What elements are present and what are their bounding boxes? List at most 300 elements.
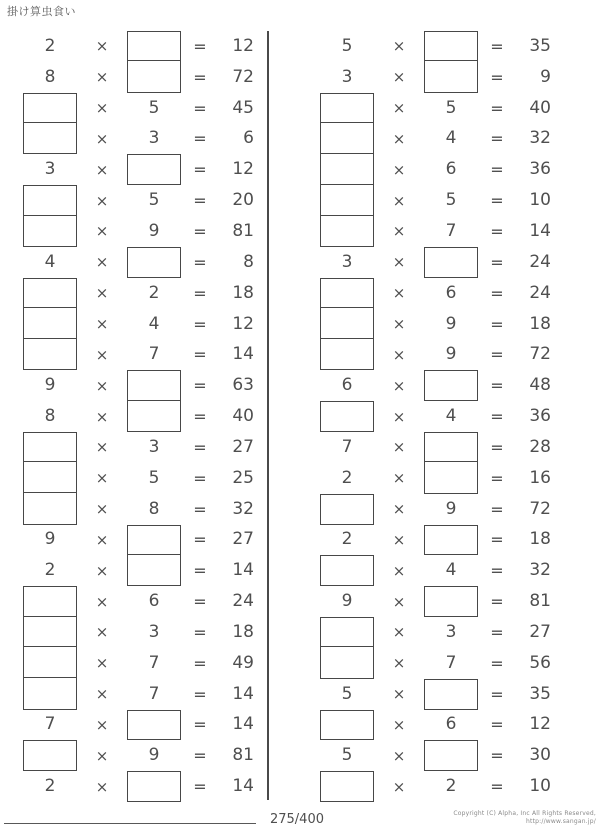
result: 36 xyxy=(529,159,551,180)
result: 32 xyxy=(232,498,254,519)
operand-a-cell xyxy=(320,278,374,309)
equals-sign: = xyxy=(490,561,504,581)
operand-b: 5 xyxy=(148,97,160,118)
operand-b-cell xyxy=(424,339,478,370)
answer-box[interactable] xyxy=(23,122,77,154)
copyright-line1: Copyright (C) Alpha, Inc All Rights Reserved, xyxy=(453,810,596,817)
equals-sign: = xyxy=(193,592,207,612)
result-cell xyxy=(516,555,551,586)
multiply-sign: × xyxy=(95,746,109,765)
operand-a-cell xyxy=(320,740,374,771)
answer-box[interactable] xyxy=(127,400,181,432)
result-cell xyxy=(516,463,551,494)
equals-sign: = xyxy=(490,746,504,766)
operand-a: 2 xyxy=(341,529,353,550)
equals-sign: = xyxy=(490,283,504,303)
operand-a-cell xyxy=(23,309,77,340)
multiply-sign: × xyxy=(95,623,109,642)
result-cell xyxy=(219,771,254,802)
equals-sign: = xyxy=(193,67,207,87)
multiply-sign: × xyxy=(392,284,406,303)
multiply-sign: × xyxy=(95,99,109,118)
multiply-sign: × xyxy=(392,654,406,673)
problem-row xyxy=(320,648,551,679)
answer-box[interactable] xyxy=(320,278,374,309)
operand-a-cell xyxy=(320,648,374,679)
operand-b-cell xyxy=(424,247,478,278)
equals-sign: = xyxy=(193,191,207,211)
operand-a-cell xyxy=(23,247,77,278)
result: 10 xyxy=(529,190,551,211)
result-cell xyxy=(516,62,551,93)
equals-sign: = xyxy=(193,283,207,303)
equals-sign: = xyxy=(193,437,207,457)
equals-sign: = xyxy=(193,561,207,581)
operand-b-cell xyxy=(127,31,181,62)
multiply-sign: × xyxy=(392,530,406,549)
operand-b: 6 xyxy=(148,591,160,612)
operand-b: 3 xyxy=(148,621,160,642)
answer-box[interactable] xyxy=(424,31,478,62)
operand-a-cell xyxy=(23,648,77,679)
operand-b: 9 xyxy=(148,745,160,766)
problem-row xyxy=(23,463,254,494)
problem-row xyxy=(23,124,254,155)
result: 24 xyxy=(529,282,551,303)
copyright xyxy=(453,810,596,826)
operand-b: 5 xyxy=(445,97,457,118)
operand-a-cell xyxy=(320,62,374,93)
multiply-sign: × xyxy=(95,222,109,241)
equals-sign: = xyxy=(193,160,207,180)
problem-row xyxy=(23,216,254,247)
problem-row xyxy=(320,555,551,586)
operand-b: 9 xyxy=(445,313,457,334)
operand-b-cell xyxy=(127,463,181,494)
answer-box[interactable] xyxy=(320,617,374,648)
answer-box[interactable] xyxy=(127,370,181,401)
problem-row xyxy=(23,617,254,648)
result-cell xyxy=(219,62,254,93)
multiply-sign: × xyxy=(95,715,109,734)
equals-sign: = xyxy=(490,777,504,797)
result-cell xyxy=(219,216,254,247)
answer-box[interactable] xyxy=(23,307,77,339)
operand-a-cell xyxy=(320,124,374,155)
answer-box[interactable] xyxy=(23,677,77,709)
answer-box[interactable] xyxy=(424,461,478,493)
result-cell xyxy=(516,124,551,155)
answer-box[interactable] xyxy=(23,278,77,309)
result-cell xyxy=(516,617,551,648)
problem-row xyxy=(23,555,254,586)
problem-row xyxy=(23,370,254,401)
operand-a-cell xyxy=(23,339,77,370)
multiply-sign: × xyxy=(392,68,406,87)
answer-box[interactable] xyxy=(424,586,478,617)
operand-a: 2 xyxy=(44,776,56,797)
answer-box[interactable] xyxy=(424,60,478,92)
operand-b-cell xyxy=(127,555,181,586)
equals-sign: = xyxy=(193,376,207,396)
operand-b: 4 xyxy=(445,406,457,427)
operand-a-cell xyxy=(23,679,77,710)
operand-a-cell xyxy=(320,710,374,741)
operand-a-cell xyxy=(320,679,374,710)
result-cell xyxy=(219,93,254,124)
answer-box[interactable] xyxy=(23,616,77,648)
answer-box[interactable] xyxy=(23,461,77,493)
multiply-sign: × xyxy=(95,561,109,580)
operand-b: 6 xyxy=(445,159,457,180)
equals-sign: = xyxy=(490,684,504,704)
equals-sign: = xyxy=(490,314,504,334)
result-cell xyxy=(516,648,551,679)
operand-a-cell xyxy=(23,278,77,309)
result: 14 xyxy=(232,683,254,704)
operand-a-cell xyxy=(23,617,77,648)
operand-b-cell xyxy=(127,648,181,679)
result-cell xyxy=(219,278,254,309)
result: 63 xyxy=(232,375,254,396)
answer-box[interactable] xyxy=(424,247,478,278)
answer-box[interactable] xyxy=(424,679,478,710)
result: 32 xyxy=(529,560,551,581)
equals-sign: = xyxy=(193,252,207,272)
operand-b-cell xyxy=(424,278,478,309)
equals-sign: = xyxy=(193,653,207,673)
answer-box[interactable] xyxy=(23,492,77,524)
equals-sign: = xyxy=(193,98,207,118)
operand-b: 4 xyxy=(445,560,457,581)
answer-box[interactable] xyxy=(23,215,77,247)
multiply-sign: × xyxy=(392,37,406,56)
operand-b-cell xyxy=(127,309,181,340)
operand-b-cell xyxy=(127,401,181,432)
result: 12 xyxy=(232,313,254,334)
answer-box[interactable] xyxy=(127,154,181,185)
multiply-sign: × xyxy=(95,685,109,704)
problem-row xyxy=(23,339,254,370)
operand-a: 5 xyxy=(341,745,353,766)
multiply-sign: × xyxy=(95,68,109,87)
multiply-sign: × xyxy=(392,561,406,580)
operand-b-cell xyxy=(424,370,478,401)
equals-sign: = xyxy=(193,36,207,56)
operand-a-cell xyxy=(23,525,77,556)
result: 14 xyxy=(232,344,254,365)
result-cell xyxy=(219,648,254,679)
problem-row xyxy=(320,31,551,62)
answer-box[interactable] xyxy=(127,710,181,741)
operand-b-cell xyxy=(424,586,478,617)
multiply-sign: × xyxy=(95,654,109,673)
result-cell xyxy=(516,247,551,278)
operand-b-cell xyxy=(127,124,181,155)
problem-row xyxy=(23,740,254,771)
result: 24 xyxy=(529,251,551,272)
operand-a: 6 xyxy=(341,375,353,396)
answer-box[interactable] xyxy=(320,307,374,339)
answer-box[interactable] xyxy=(127,60,181,92)
problem-row xyxy=(23,154,254,185)
answer-box[interactable] xyxy=(424,370,478,401)
multiply-sign: × xyxy=(392,99,406,118)
answer-box[interactable] xyxy=(320,338,374,370)
operand-a-cell xyxy=(23,555,77,586)
operand-a: 2 xyxy=(44,560,56,581)
answer-box[interactable] xyxy=(127,247,181,278)
multiply-sign: × xyxy=(95,345,109,364)
multiply-sign: × xyxy=(392,592,406,611)
multiply-sign: × xyxy=(392,345,406,364)
result-cell xyxy=(219,339,254,370)
result-cell xyxy=(219,710,254,741)
operand-a-cell xyxy=(320,185,374,216)
answer-box[interactable] xyxy=(424,432,478,463)
problem-row xyxy=(320,617,551,648)
equals-sign: = xyxy=(490,468,504,488)
result: 32 xyxy=(529,128,551,149)
operand-a-cell xyxy=(320,494,374,525)
answer-box[interactable] xyxy=(127,525,181,556)
equals-sign: = xyxy=(193,746,207,766)
operand-b-cell xyxy=(424,679,478,710)
operand-a-cell xyxy=(23,740,77,771)
equals-sign: = xyxy=(193,715,207,735)
result: 9 xyxy=(540,66,551,87)
result: 20 xyxy=(232,190,254,211)
problem-row xyxy=(320,525,551,556)
result-cell xyxy=(516,216,551,247)
answer-box[interactable] xyxy=(424,525,478,556)
operand-b: 5 xyxy=(148,190,160,211)
answer-box[interactable] xyxy=(320,153,374,185)
operand-b: 7 xyxy=(445,652,457,673)
problem-row xyxy=(320,463,551,494)
answer-box[interactable] xyxy=(23,646,77,678)
result-cell xyxy=(516,586,551,617)
answer-box[interactable] xyxy=(320,215,374,247)
answer-box[interactable] xyxy=(320,93,374,124)
answer-box[interactable] xyxy=(127,31,181,62)
result: 28 xyxy=(529,436,551,457)
operand-b: 3 xyxy=(445,621,457,642)
result-cell xyxy=(219,555,254,586)
operand-b-cell xyxy=(424,185,478,216)
result: 81 xyxy=(232,220,254,241)
problem-row xyxy=(23,309,254,340)
operand-a-cell xyxy=(320,432,374,463)
operand-b: 7 xyxy=(445,220,457,241)
problem-row xyxy=(23,62,254,93)
result: 40 xyxy=(529,97,551,118)
operand-a-cell xyxy=(23,62,77,93)
equals-sign: = xyxy=(490,191,504,211)
equals-sign: = xyxy=(193,221,207,241)
problem-row xyxy=(320,154,551,185)
answer-box[interactable] xyxy=(23,586,77,617)
result-cell xyxy=(516,309,551,340)
multiply-sign: × xyxy=(392,438,406,457)
equals-sign: = xyxy=(193,777,207,797)
result: 45 xyxy=(232,97,254,118)
problem-row xyxy=(320,771,551,802)
operand-a-cell xyxy=(23,586,77,617)
operand-a: 7 xyxy=(341,436,353,457)
operand-a-cell xyxy=(320,31,374,62)
result-cell xyxy=(219,525,254,556)
operand-b: 6 xyxy=(445,714,457,735)
result-cell xyxy=(516,432,551,463)
result: 27 xyxy=(529,621,551,642)
problems-column-right xyxy=(320,31,551,802)
equals-sign: = xyxy=(490,252,504,272)
answer-box[interactable] xyxy=(23,432,77,463)
operand-b-cell xyxy=(424,648,478,679)
result: 18 xyxy=(529,529,551,550)
operand-b-cell xyxy=(127,710,181,741)
answer-box[interactable] xyxy=(320,555,374,586)
multiply-sign: × xyxy=(95,253,109,272)
answer-box[interactable] xyxy=(320,646,374,678)
operand-b-cell xyxy=(424,555,478,586)
operand-b-cell xyxy=(424,401,478,432)
problem-row xyxy=(23,494,254,525)
equals-sign: = xyxy=(490,67,504,87)
result-cell xyxy=(219,586,254,617)
operand-b: 9 xyxy=(148,220,160,241)
result: 18 xyxy=(232,282,254,303)
multiply-sign: × xyxy=(392,777,406,796)
equals-sign: = xyxy=(490,592,504,612)
answer-box[interactable] xyxy=(23,185,77,216)
result: 35 xyxy=(529,683,551,704)
operand-a-cell xyxy=(23,31,77,62)
equals-sign: = xyxy=(490,98,504,118)
operand-b-cell xyxy=(127,771,181,802)
operand-b: 2 xyxy=(148,282,160,303)
equals-sign: = xyxy=(193,129,207,149)
operand-a: 9 xyxy=(44,529,56,550)
result-cell xyxy=(219,432,254,463)
operand-b-cell xyxy=(424,771,478,802)
problem-row xyxy=(23,586,254,617)
operand-b-cell xyxy=(424,432,478,463)
worksheet-title: 掛け算虫食い xyxy=(7,5,76,18)
equals-sign: = xyxy=(490,715,504,735)
result: 30 xyxy=(529,745,551,766)
result: 14 xyxy=(529,220,551,241)
equals-sign: = xyxy=(193,530,207,550)
result: 12 xyxy=(232,35,254,56)
answer-box[interactable] xyxy=(23,740,77,771)
result-cell xyxy=(516,494,551,525)
operand-b-cell xyxy=(424,525,478,556)
operand-b: 2 xyxy=(445,776,457,797)
result-cell xyxy=(219,370,254,401)
result-cell xyxy=(516,401,551,432)
multiply-sign: × xyxy=(392,315,406,334)
multiply-sign: × xyxy=(95,191,109,210)
result: 16 xyxy=(529,467,551,488)
answer-box[interactable] xyxy=(320,184,374,216)
problem-row xyxy=(320,247,551,278)
multiply-sign: × xyxy=(95,37,109,56)
equals-sign: = xyxy=(490,622,504,642)
answer-box[interactable] xyxy=(320,494,374,525)
multiply-sign: × xyxy=(392,715,406,734)
operand-a: 8 xyxy=(44,406,56,427)
problem-row xyxy=(320,62,551,93)
multiply-sign: × xyxy=(392,746,406,765)
operand-a-cell xyxy=(23,401,77,432)
equals-sign: = xyxy=(490,437,504,457)
operand-a: 9 xyxy=(341,591,353,612)
answer-box[interactable] xyxy=(320,122,374,154)
result-cell xyxy=(516,771,551,802)
answer-box[interactable] xyxy=(320,771,374,802)
answer-box[interactable] xyxy=(23,338,77,370)
problem-row xyxy=(23,679,254,710)
result: 27 xyxy=(232,529,254,550)
operand-a-cell xyxy=(320,463,374,494)
operand-b-cell xyxy=(424,216,478,247)
operand-b-cell xyxy=(424,463,478,494)
multiply-sign: × xyxy=(95,129,109,148)
answer-box[interactable] xyxy=(320,401,374,432)
result: 10 xyxy=(529,776,551,797)
problem-row xyxy=(23,31,254,62)
result: 49 xyxy=(232,652,254,673)
multiply-sign: × xyxy=(95,407,109,426)
answer-box[interactable] xyxy=(127,554,181,586)
equals-sign: = xyxy=(490,407,504,427)
answer-box[interactable] xyxy=(320,710,374,741)
operand-a-cell xyxy=(320,339,374,370)
operand-b-cell xyxy=(127,432,181,463)
operand-a-cell xyxy=(320,586,374,617)
operand-b-cell xyxy=(127,525,181,556)
copyright-line2: http://www.sangan.jp/ xyxy=(526,818,596,825)
result: 25 xyxy=(232,467,254,488)
result-cell xyxy=(516,679,551,710)
operand-b-cell xyxy=(424,124,478,155)
operand-b: 9 xyxy=(445,498,457,519)
equals-sign: = xyxy=(193,684,207,704)
answer-box[interactable] xyxy=(23,93,77,124)
result: 35 xyxy=(529,35,551,56)
answer-box[interactable] xyxy=(127,771,181,802)
result: 40 xyxy=(232,406,254,427)
result: 18 xyxy=(529,313,551,334)
problem-row xyxy=(23,710,254,741)
equals-sign: = xyxy=(193,499,207,519)
operand-a-cell xyxy=(320,93,374,124)
result-cell xyxy=(219,124,254,155)
operand-b-cell xyxy=(127,339,181,370)
page-indicator: 275/400 xyxy=(269,812,324,827)
answer-box[interactable] xyxy=(424,740,478,771)
problem-row xyxy=(320,216,551,247)
problem-row xyxy=(320,185,551,216)
equals-sign: = xyxy=(490,499,504,519)
result-cell xyxy=(516,525,551,556)
result: 8 xyxy=(243,251,254,272)
operand-b-cell xyxy=(127,185,181,216)
operand-a-cell xyxy=(23,494,77,525)
operand-b-cell xyxy=(424,154,478,185)
